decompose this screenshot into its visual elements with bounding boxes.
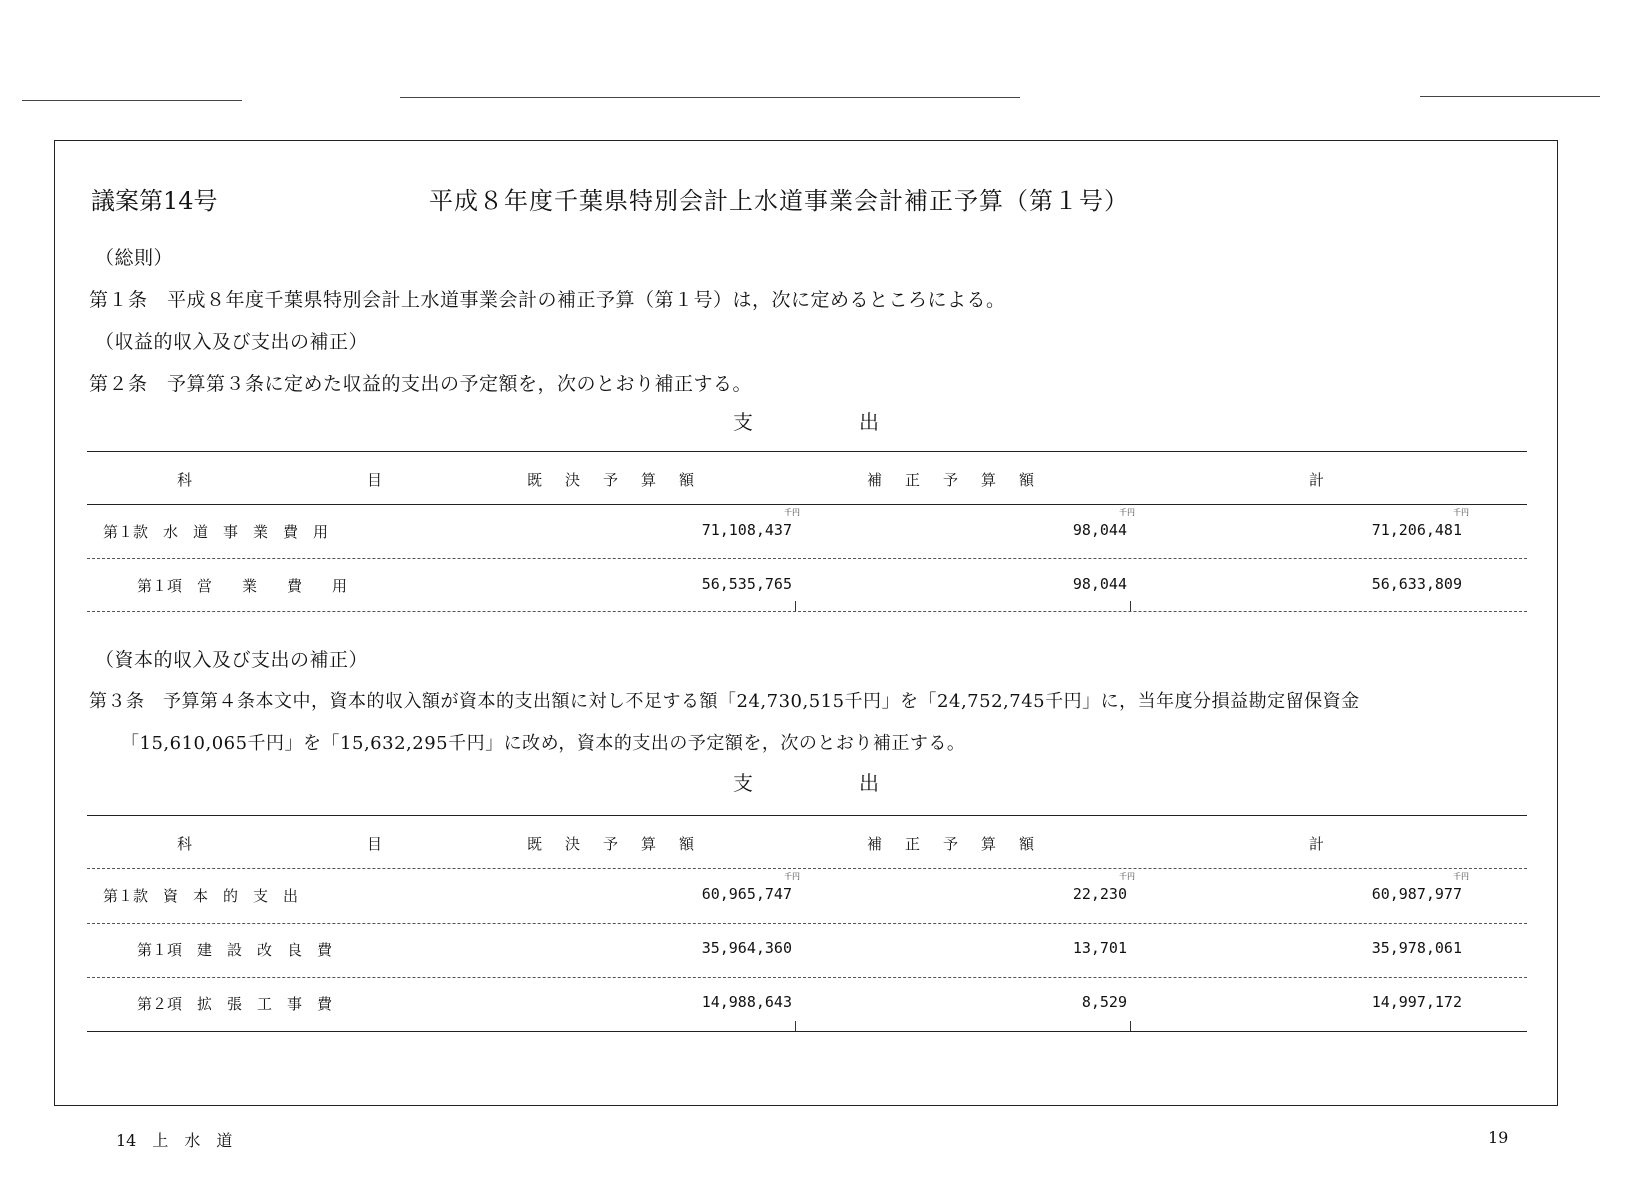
table1-row1-supplement: 98,044 bbox=[1072, 521, 1127, 539]
scan-artifact-line bbox=[1420, 96, 1600, 97]
table1-unit-total: 千円 bbox=[1453, 508, 1469, 517]
table1-row2-total: 56,633,809 bbox=[1371, 575, 1462, 593]
table2-row-divider bbox=[87, 923, 1527, 924]
capital-heading: （資本的収入及び支出の補正） bbox=[95, 649, 369, 671]
table2-row1-supplement: 22,230 bbox=[1072, 885, 1127, 903]
table2-row2-approved: 35,964,360 bbox=[701, 939, 792, 957]
table1-unit-approved: 千円 bbox=[784, 508, 800, 517]
table1-col-tick bbox=[1130, 601, 1131, 611]
revenue-heading: （収益的収入及び支出の補正） bbox=[95, 331, 369, 353]
table2-unit-supplement: 千円 bbox=[1119, 872, 1135, 881]
document-title: 平成８年度千葉県特別会計上水道事業会計補正予算（第１号） bbox=[429, 187, 1129, 215]
table2-row2-label: 第１項 建 設 改 良 費 bbox=[137, 941, 333, 959]
table1-top-rule bbox=[87, 451, 1527, 452]
scan-artifact-line bbox=[22, 100, 242, 101]
bill-number: 議案第14号 bbox=[91, 187, 218, 215]
page-number: 19 bbox=[1488, 1128, 1509, 1147]
table2-row3-approved: 14,988,643 bbox=[701, 993, 792, 1011]
table1-header-total: 計 bbox=[1309, 471, 1325, 489]
table1-unit-supplement: 千円 bbox=[1119, 508, 1135, 517]
table2-row2-supplement: 13,701 bbox=[1072, 939, 1127, 957]
scan-artifact-line bbox=[400, 97, 1020, 98]
table1-row1-label: 第１款 水 道 事 業 費 用 bbox=[103, 523, 329, 541]
revenue-expenditure-table bbox=[87, 451, 1527, 621]
table2-caption-left: 支 bbox=[733, 771, 753, 795]
table2-row1-approved: 60,965,747 bbox=[701, 885, 792, 903]
table2-top-rule bbox=[87, 815, 1527, 816]
table2-header-item-2: 目 bbox=[367, 835, 383, 853]
capital-expenditure-table bbox=[87, 815, 1527, 1045]
table1-header-item-2: 目 bbox=[367, 471, 383, 489]
table2-header-item-1: 科 bbox=[177, 835, 193, 853]
table2-unit-total: 千円 bbox=[1453, 872, 1469, 881]
table2-unit-approved: 千円 bbox=[784, 872, 800, 881]
table1-row2-label: 第１項 営 業 費 用 bbox=[137, 577, 348, 595]
table2-row2-total: 35,978,061 bbox=[1371, 939, 1462, 957]
table1-header-rule bbox=[87, 504, 1527, 505]
table2-bottom-rule bbox=[87, 1031, 1527, 1032]
table1-col-tick bbox=[795, 601, 796, 611]
table2-row1-total: 60,987,977 bbox=[1371, 885, 1462, 903]
table1-bottom-rule bbox=[87, 611, 1527, 612]
table1-row2-supplement: 98,044 bbox=[1072, 575, 1127, 593]
table2-row3-total: 14,997,172 bbox=[1371, 993, 1462, 1011]
table1-row-divider bbox=[87, 558, 1527, 559]
table2-row-divider bbox=[87, 977, 1527, 978]
article-2: 第２条 予算第３条に定めた収益的支出の予定額を，次のとおり補正する。 bbox=[89, 373, 753, 395]
article-3-line-2: 「15,610,065千円」を「15,632,295千円」に改め，資本的支出の予定額を，次のとおり補正する。 bbox=[121, 733, 966, 754]
document-frame bbox=[54, 140, 1558, 1106]
table2-col-tick bbox=[1130, 1021, 1131, 1031]
table2-row3-supplement: 8,529 bbox=[1081, 993, 1127, 1011]
table2-header-total: 計 bbox=[1309, 835, 1325, 853]
table2-header-approved: 既 決 予 算 額 bbox=[527, 835, 699, 853]
table2-row3-label: 第２項 拡 張 工 事 費 bbox=[137, 995, 333, 1013]
table2-header-rule bbox=[87, 868, 1527, 869]
general-heading: （総則） bbox=[95, 247, 174, 269]
table2-caption-right: 出 bbox=[859, 771, 879, 795]
table1-caption-left: 支 bbox=[733, 410, 753, 434]
table1-row1-total: 71,206,481 bbox=[1371, 521, 1462, 539]
table1-row1-approved: 71,108,437 bbox=[701, 521, 792, 539]
table1-row2-approved: 56,535,765 bbox=[701, 575, 792, 593]
article-3-line-1: 第３条 予算第４条本文中，資本的収入額が資本的支出額に対し不足する額「24,730,515千円」を「24,752,745千円」に，当年度分損益勘定留保資金 bbox=[89, 691, 1360, 712]
article-1: 第１条 平成８年度千葉県特別会計上水道事業会計の補正予算（第１号）は，次に定めるところによる。 bbox=[89, 289, 1006, 311]
table1-caption-right: 出 bbox=[859, 410, 879, 434]
table2-col-tick bbox=[795, 1021, 796, 1031]
table1-header-supplement: 補 正 予 算 額 bbox=[867, 471, 1039, 489]
table2-row1-label: 第１款 資 本 的 支 出 bbox=[103, 887, 299, 905]
table1-header-item-1: 科 bbox=[177, 471, 193, 489]
table2-header-supplement: 補 正 予 算 額 bbox=[867, 835, 1039, 853]
table1-header-approved: 既 決 予 算 額 bbox=[527, 471, 699, 489]
footer-section-label: 14 上 水 道 bbox=[116, 1131, 233, 1150]
